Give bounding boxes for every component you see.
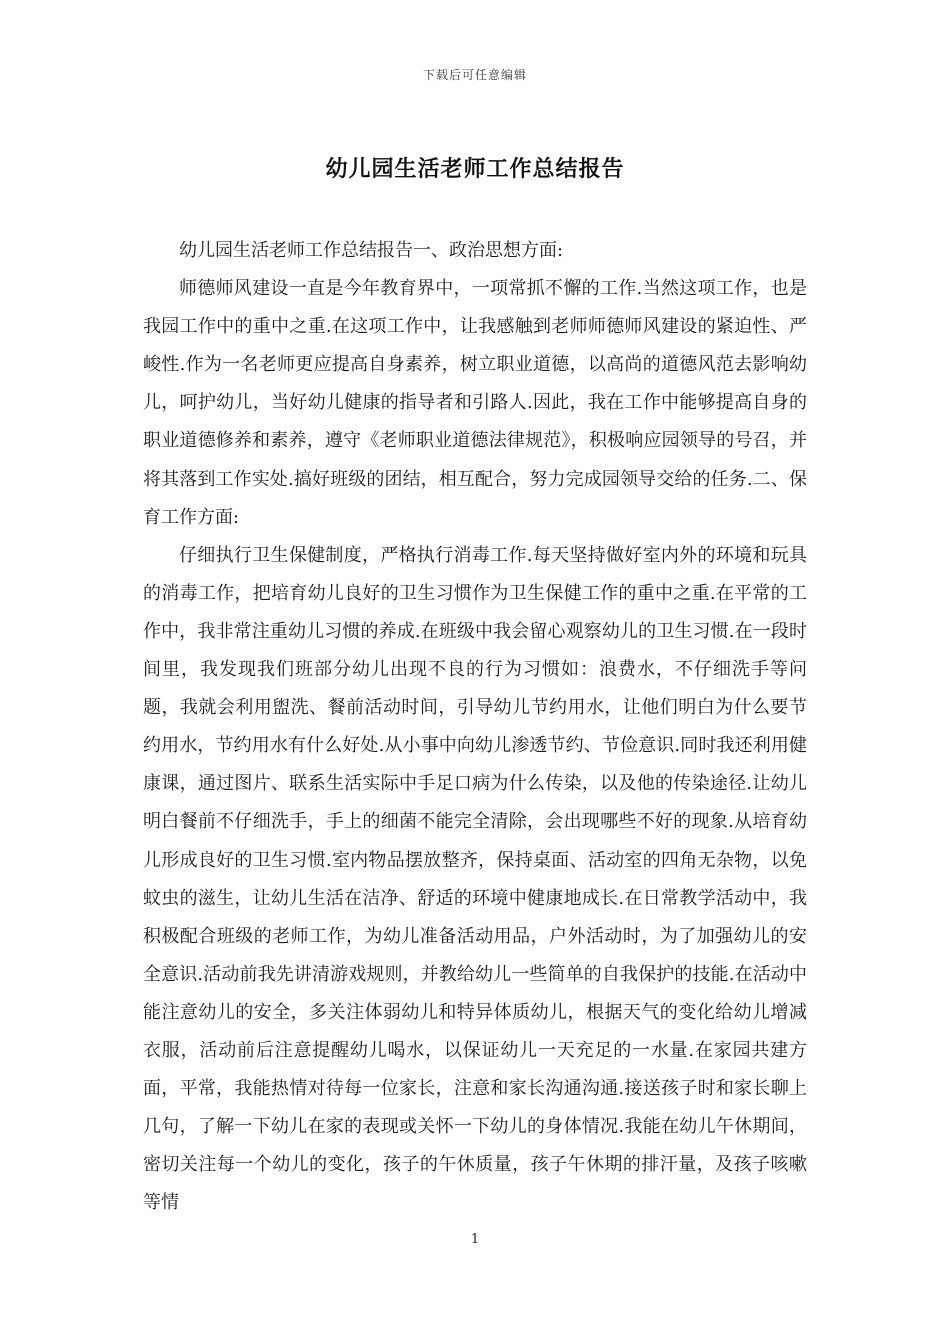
paragraph-hygiene: 仔细执行卫生保健制度，严格执行消毒工作.每天坚持做好室内外的环境和玩具的消毒工作，把培育幼儿良好的卫生习惯作为卫生保健工作的重中之重.在平常的工作中，我非常注重幼儿习惯的养成.在班级中我会留心观察幼儿的卫生习惯.在一段时间里，我发现我们班部分幼儿出现不良的行为习惯如：浪费水，不仔细洗手等问题，我就会利用盥洗、餐前活动时间，引导幼儿节约用水，让他们明白为什么要节约用水，节约用水有什么好处.从小事中向幼儿渗透节约、节俭意识.同时我还利用健康课，通过图片、联系生活实际中手足口病为什么传染，以及他的传染途径.让幼儿明白餐前不仔细洗手，手上的细菌不能完全清除，会出现哪些不好的现象.从培育幼儿形成良好的卫生习惯.室内物品摆放整齐，保持桌面、活动室的四角无杂物，以免蚊虫的滋生，让幼儿生活在洁净、舒适的环境中健康地成长.在日常教学活动中，我积极配合班级的老师工作，为幼儿准备活动用品，户外活动时，为了加强幼儿的安全意识.活动前我先讲清游戏规则，并教给幼儿一些简单的自我保护的技能.在活动中能注意幼儿的安全，多关注体弱幼儿和特异体质幼儿，根据天气的变化给幼儿增减衣服，活动前后注意提醒幼儿喝水，以保证幼儿一天充足的一水量.在家园共建方面，平常，我能热情对待每一位家长，注意和家长沟通沟通.接送孩子时和家长聊上几句，了解一下幼儿在家的表现或关怀一下幼儿的身体情况.我能在幼儿午休期间，密切关注每一个幼儿的变化，孩子的午休质量，孩子午休期的排汗量，及孩子咳嗽等情 (143, 544, 807, 1214)
page-number: 1 (470, 1232, 480, 1247)
document-body (143, 232, 807, 1222)
paragraph-ethics: 师德师风建设一直是今年教育界中，一项常抓不懈的工作.当然这项工作，也是我园工作中的重中之重.在这项工作中，让我感触到老师师德师风建设的紧迫性、严峻性.作为一名老师更应提高自身素养，树立职业道德，以高尚的道德风范去影响幼儿，呵护幼儿，当好幼儿健康的指导者和引路人.因此，我在工作中能够提高自身的职业道德修养和素养，遵守《老师职业道德法律规范》，积极响应园领导的号召，并将其落到工作实处.搞好班级的团结，相互配合，努力完成园领导交给的任务.二、保育工作方面: (143, 278, 807, 528)
header-note: 下载后可任意编辑 (422, 68, 527, 82)
document-title: 幼儿园生活老师工作总结报告 (325, 156, 625, 182)
paragraph-intro: 幼儿园生活老师工作总结报告一、政治思想方面: (179, 240, 564, 261)
